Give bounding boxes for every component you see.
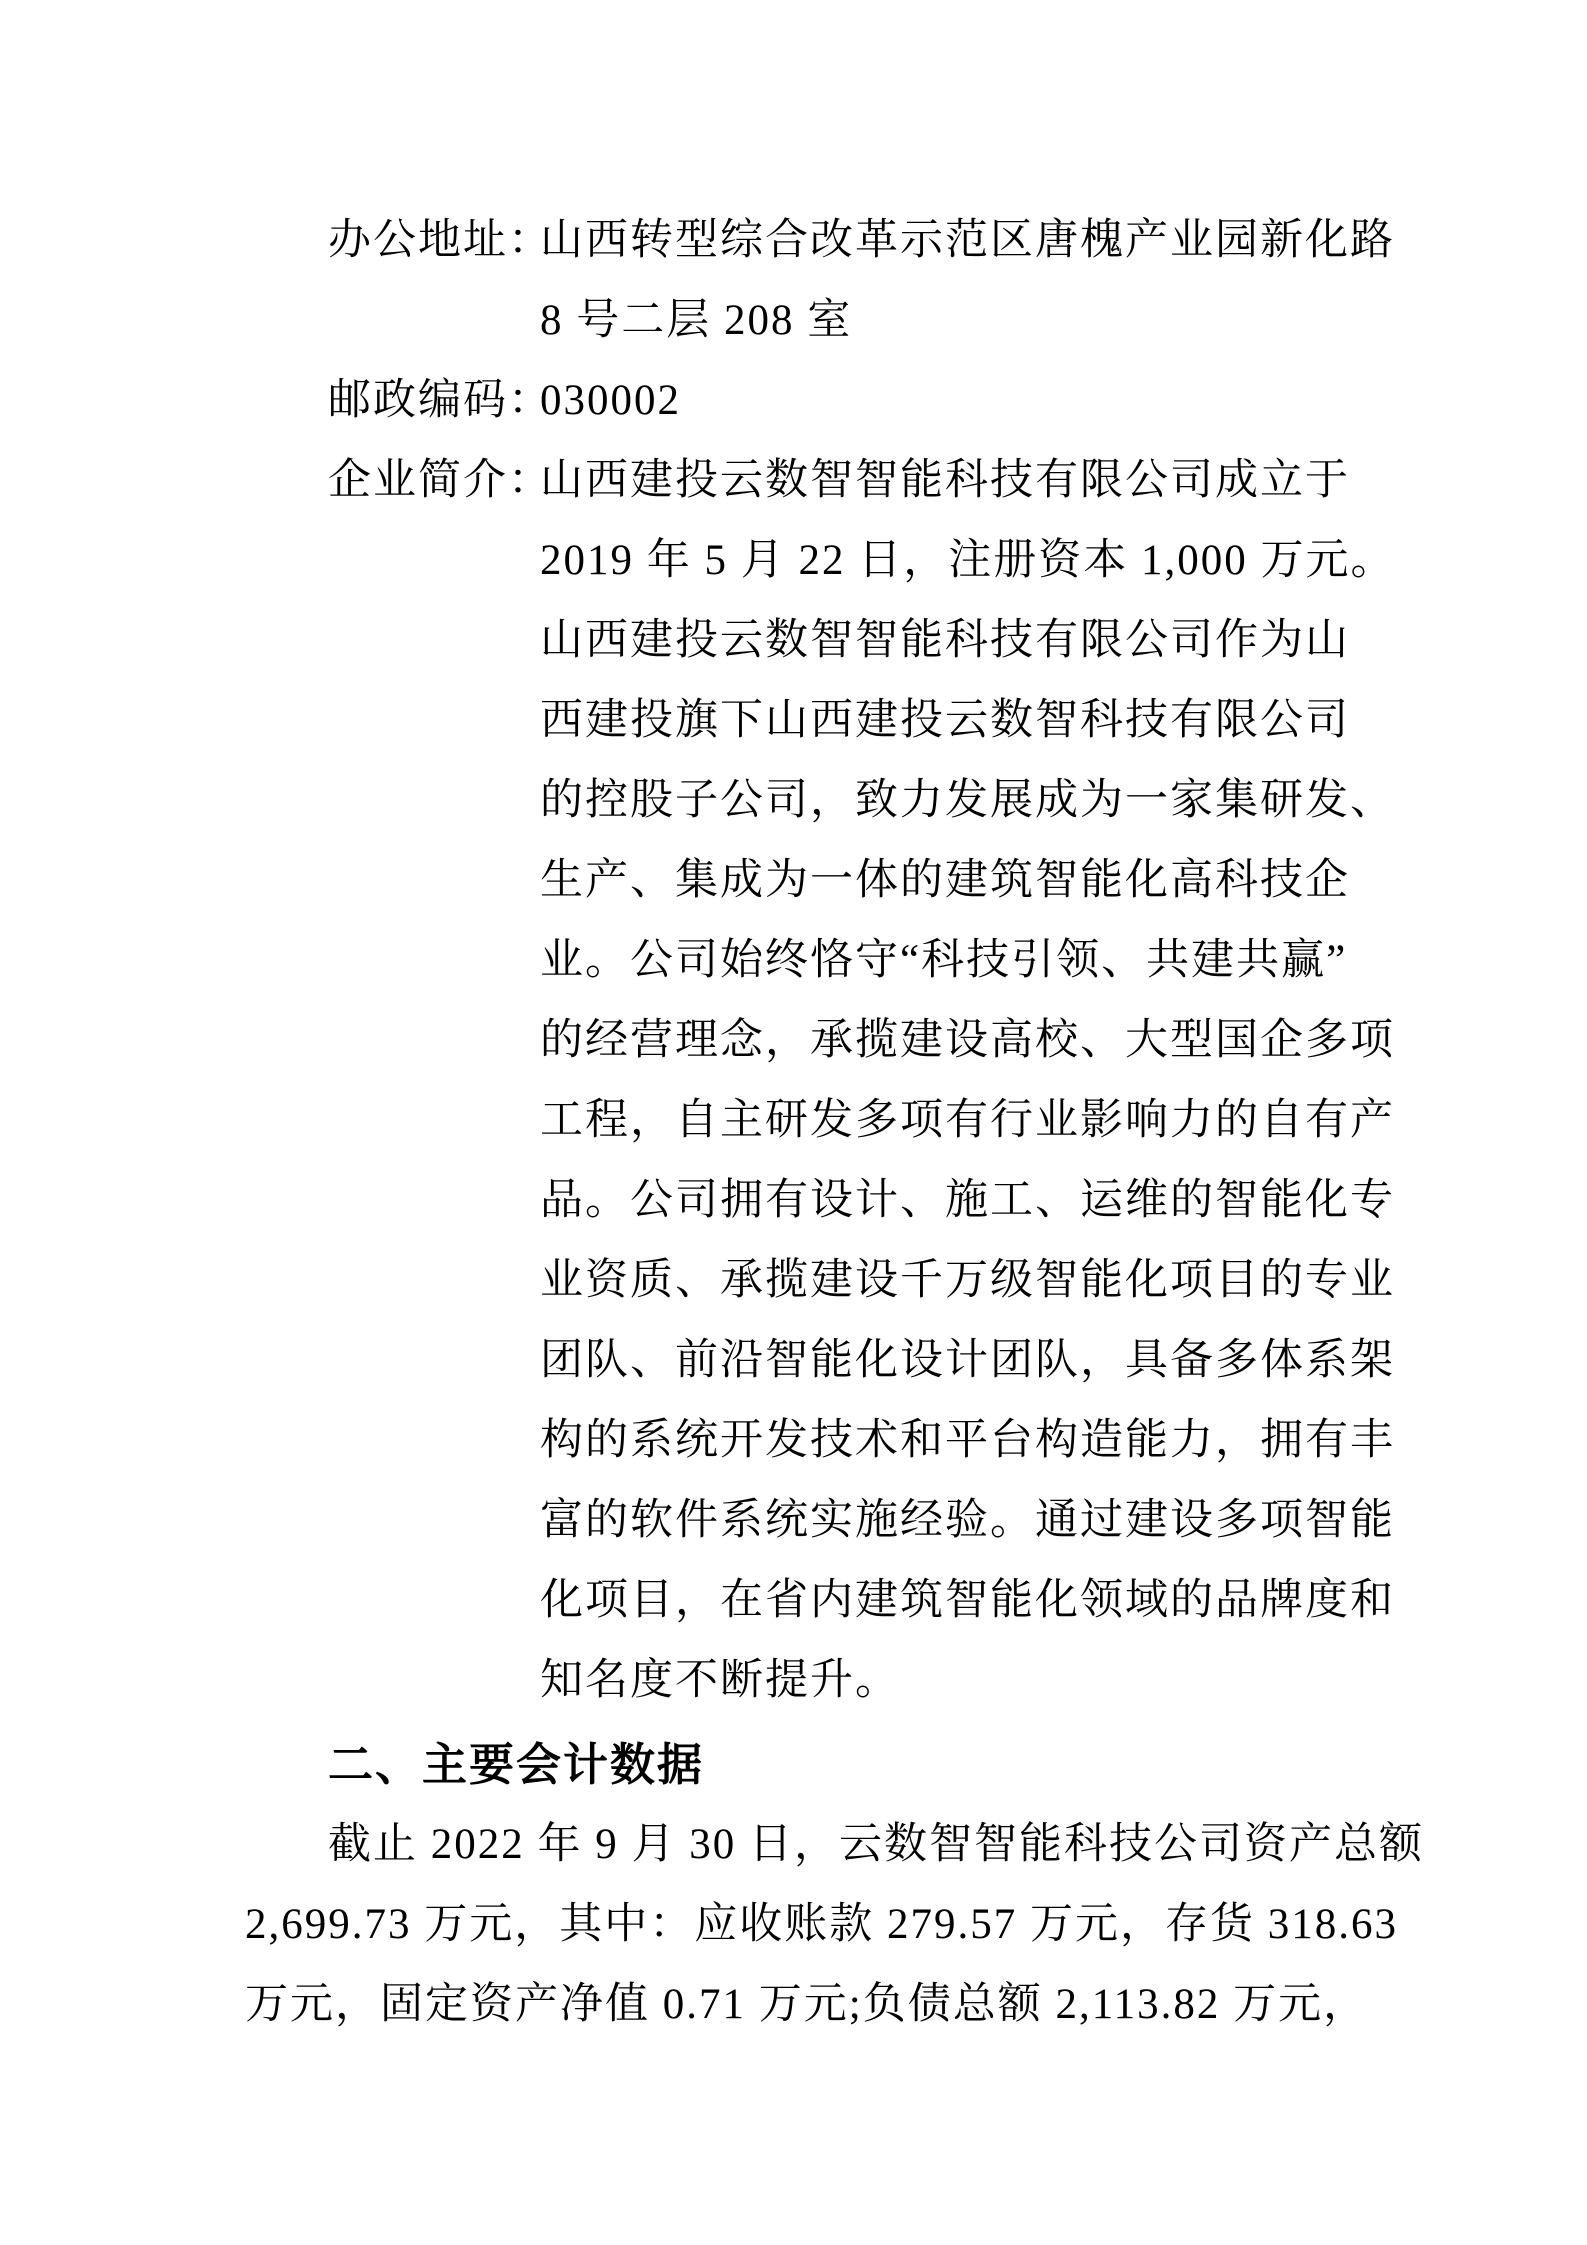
- field-label-office-address: 办公地址：: [328, 217, 553, 264]
- field-value-company-profile: [540, 441, 1587, 1721]
- text-line: 2,699.73 万元，其中：应收账款 279.57 万元，存货 318.63: [245, 1901, 1398, 1948]
- field-company-profile: [0, 441, 1587, 1721]
- field-value-postal-code: [540, 361, 1587, 441]
- text-line: 万元，固定资产净值 0.71 万元;负债总额 2,113.82 万元，: [245, 1981, 1369, 2028]
- text-line: 工程，自主研发多项有行业影响力的自有产: [540, 1097, 1395, 1144]
- text-line: 团队、前沿智能化设计团队，具备多体系架: [540, 1337, 1395, 1384]
- field-label-company-profile: 企业简介：: [328, 457, 553, 504]
- text-line: 的控股子公司，致力发展成为一家集研发、: [540, 777, 1395, 824]
- text-line: 8 号二层 208 室: [540, 297, 853, 344]
- text-line: 的经营理念，承揽建设高校、大型国企多项: [540, 1017, 1395, 1064]
- text-line: 业。公司始终恪守“科技引领、共建共赢”: [540, 937, 1348, 984]
- text-line: 030002: [540, 377, 681, 424]
- field-value-office-address: [540, 201, 1587, 361]
- text-line: 构的系统开发技术和平台构造能力，拥有丰: [540, 1417, 1395, 1464]
- text-line: 业资质、承揽建设千万级智能化项目的专业: [540, 1257, 1395, 1304]
- field-postal-code: [0, 361, 1587, 441]
- text-line: 山西建投云数智智能科技有限公司作为山: [540, 617, 1350, 664]
- text-line: 截止 2022 年 9 月 30 日，云数智智能科技公司资产总额: [328, 1821, 1424, 1868]
- text-line: 富的软件系统实施经验。通过建设多项智能: [540, 1497, 1395, 1544]
- text-line: 西建投旗下山西建投云数智科技有限公司: [540, 697, 1350, 744]
- text-line: 山西建投云数智智能科技有限公司成立于: [540, 457, 1350, 504]
- accounting-summary-paragraph: [245, 1805, 1587, 2045]
- text-line: 2019 年 5 月 22 日，注册资本 1,000 万元。: [540, 537, 1396, 584]
- text-line: 知名度不断提升。: [540, 1657, 900, 1704]
- field-label-postal-code: 邮政编码：: [328, 377, 553, 424]
- text-line: 品。公司拥有设计、施工、运维的智能化专: [540, 1177, 1395, 1224]
- field-office-address: [0, 201, 1587, 361]
- text-line: 山西转型综合改革示范区唐槐产业园新化路: [540, 217, 1395, 264]
- section-heading-accounting-data: 二、主要会计数据: [328, 1739, 705, 1790]
- text-line: 生产、集成为一体的建筑智能化高科技企: [540, 857, 1350, 904]
- text-line: 化项目，在省内建筑智能化领域的品牌度和: [540, 1577, 1395, 1624]
